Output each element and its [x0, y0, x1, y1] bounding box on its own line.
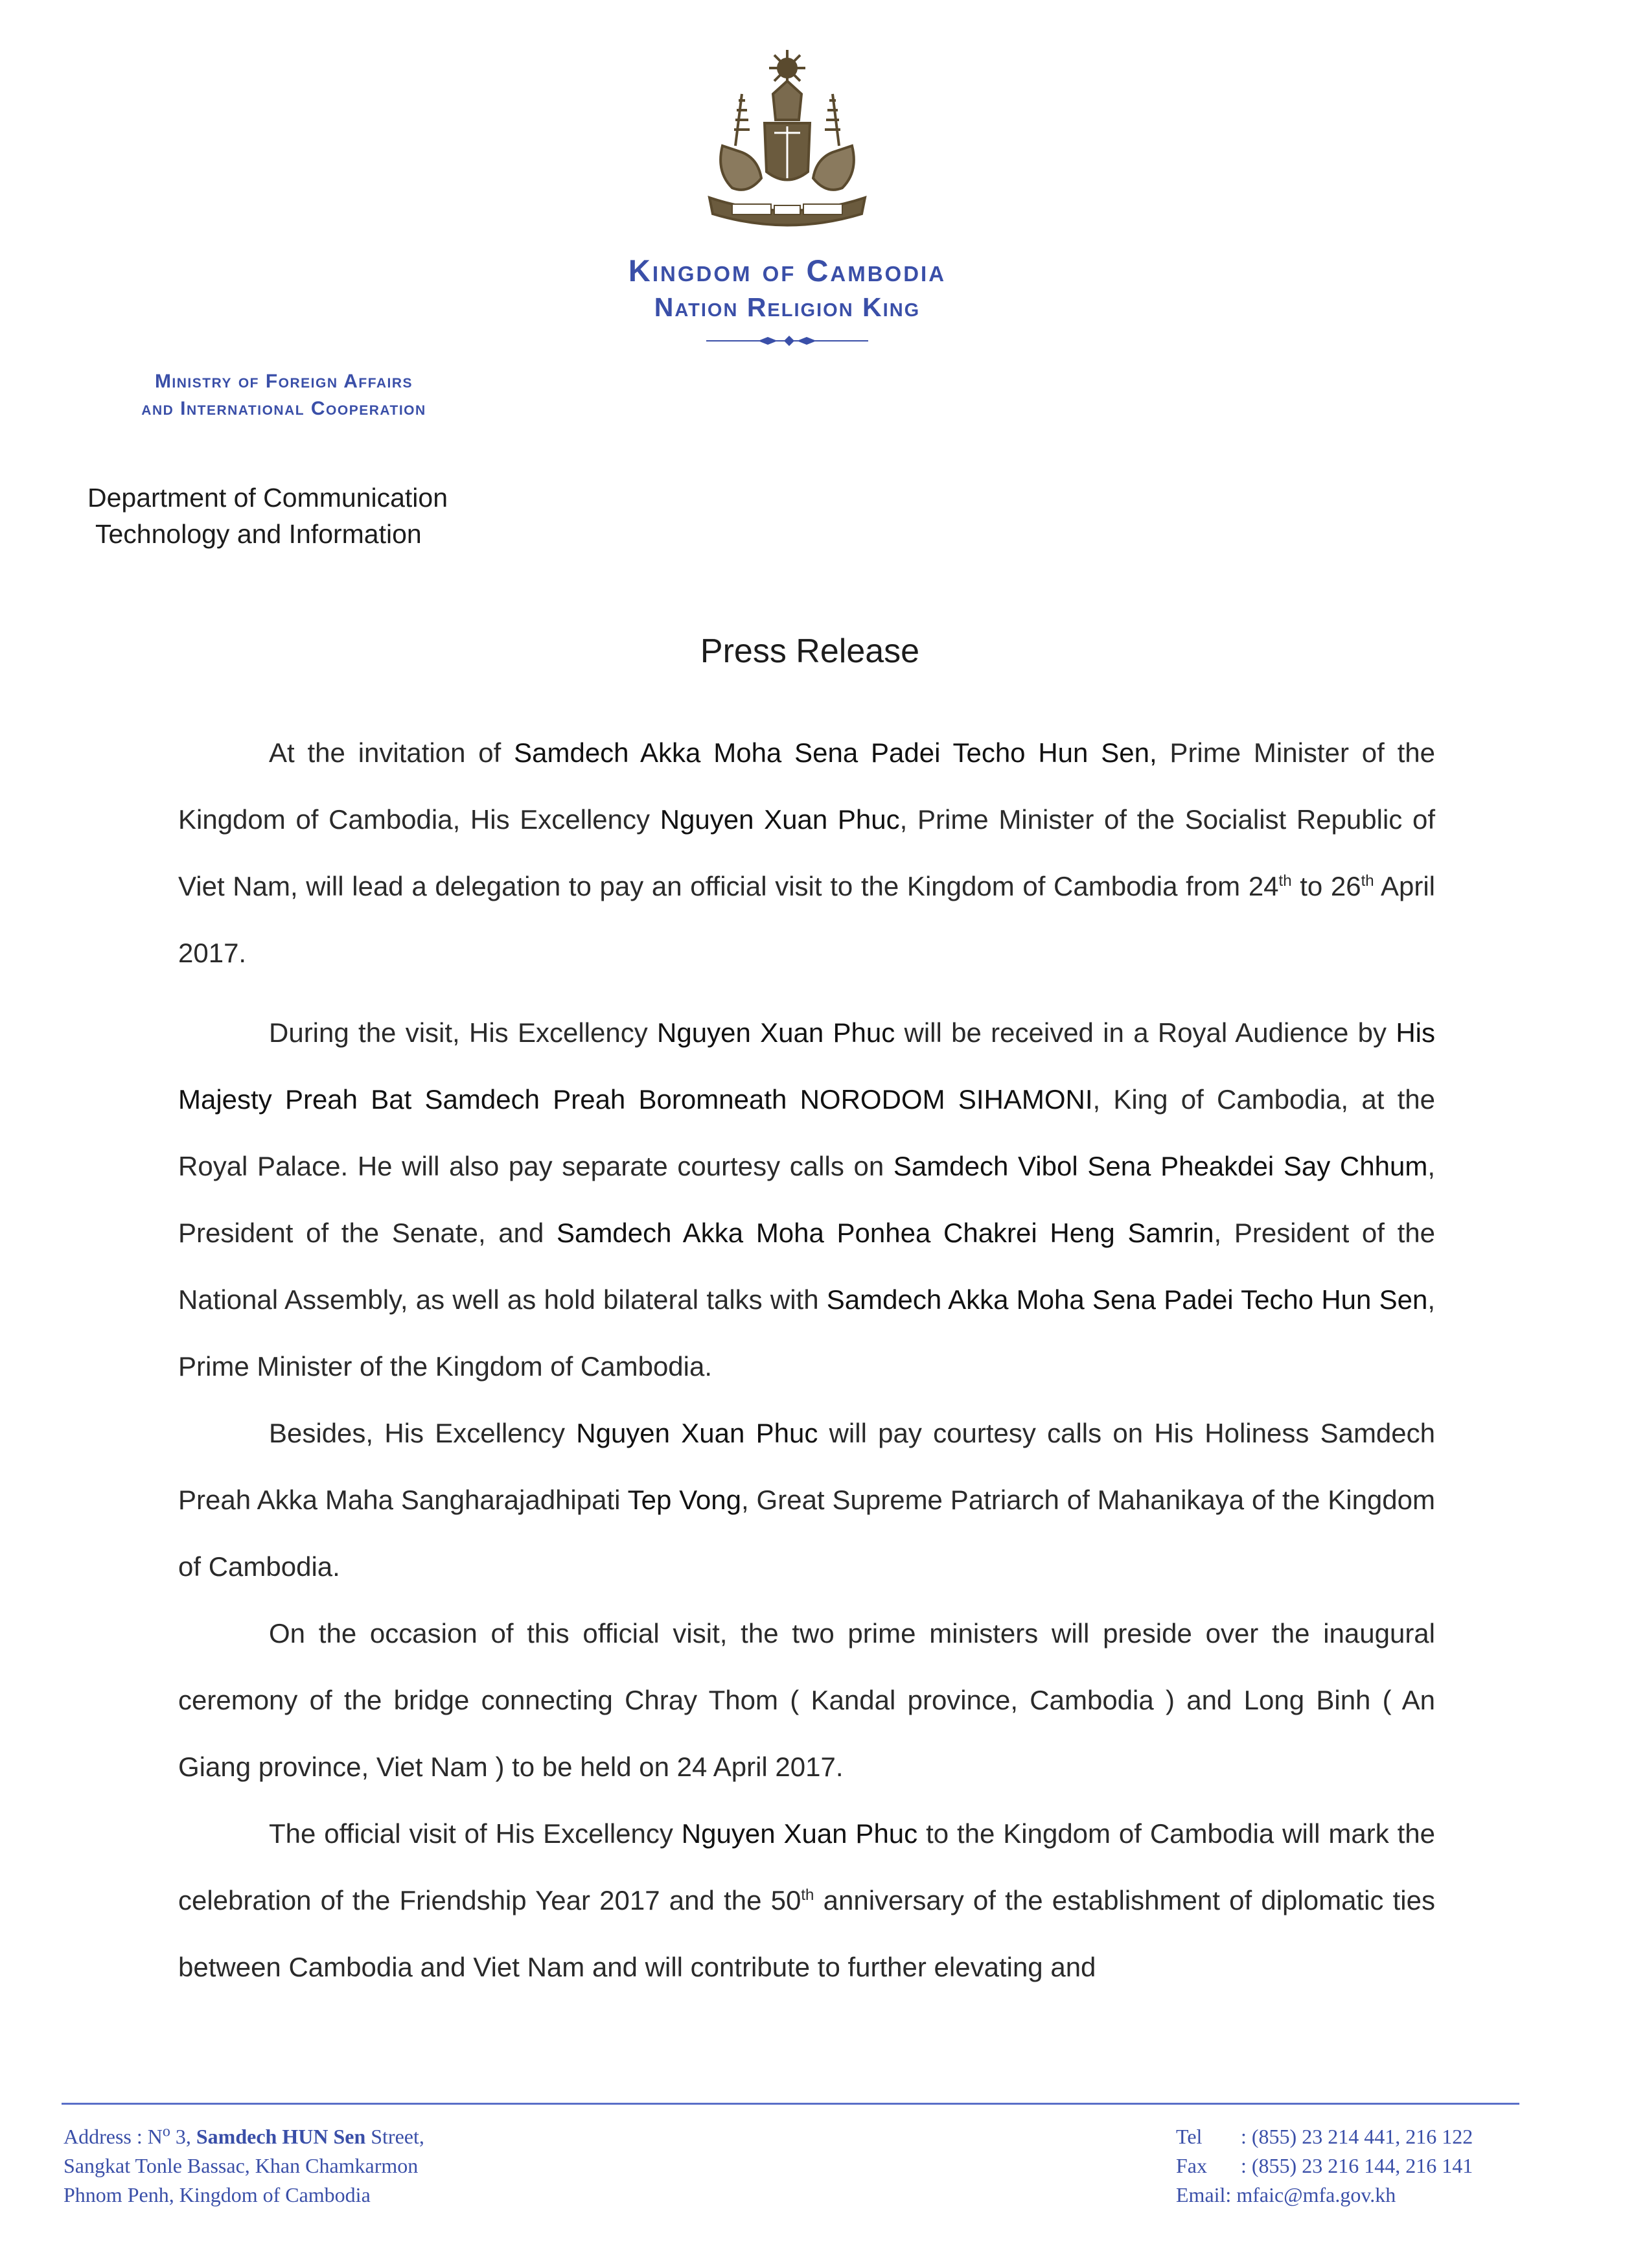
address-line-1: Address : $N^o$ 3, Samdech HUN Sen Street,	[63, 2123, 424, 2148]
footer-divider	[62, 2103, 1519, 2105]
department-name	[87, 480, 448, 552]
address-line-3: Phnom Penh, Kingdom of Cambodia	[63, 2183, 371, 2206]
ministry-name	[57, 368, 511, 422]
kingdom-heading	[518, 251, 1056, 324]
contact-tel: Tel : (855) 23 214 441, 216 122	[1176, 2125, 1473, 2148]
ministry-line-2: and International Cooperation	[141, 398, 426, 419]
ornament-divider	[706, 334, 868, 347]
email-link[interactable]: : mfaic@mfa.gov.kh	[1225, 2183, 1396, 2206]
contact-email: Email: mfaic@mfa.gov.kh	[1176, 2183, 1396, 2206]
paragraph-5: The official visit of His Excellency Nguyen Xuan Phuc to the Kingdom of Cambodia will mark the celebration of the Friendship Year 2017 and the 50th anniversary of the establishment of diplomatic ties between Cambodia and Viet Nam and will contribute to further elevating and	[178, 1818, 1436, 1982]
press-release-body	[178, 719, 1435, 2000]
national-motto: Nation Religion King	[654, 292, 921, 322]
contact-fax: Fax : (855) 23 216 144, 216 141	[1176, 2154, 1473, 2177]
paragraph-1: At the invitation of Samdech Akka Moha Sena Padei Techo Hun Sen, Prime Minister of the Kingdom of Cambodia, His Excellency Nguyen Xuan Phuc, Prime Minister of the Socialist Republic of Viet Nam, will lead a delegation to pay an official visit to the Kingdom of Cambodia from 24th to 26th April 2017.	[178, 737, 1435, 968]
footer-address	[63, 2122, 424, 2210]
paragraph-3: Besides, His Excellency Nguyen Xuan Phuc will pay courtesy calls on His Holiness Samdech Preah Akka Maha Sangharajadhipati Tep Vong, Great Supreme Patriarch of Mahanikaya of the Kingdom of Cambodia.	[178, 1418, 1436, 1582]
document-title: Press Release	[700, 632, 920, 670]
paragraph-4: On the occasion of this official visit, the two prime ministers will preside over the inaugural ceremony of the bridge connecting Chray Thom ( Kandal province, Cambodia ) and Long Binh ( An Giang province, Viet Nam ) to be held on 24 April 2017.	[178, 1618, 1435, 1782]
footer-contact	[1176, 2122, 1473, 2210]
paragraph-2: During the visit, His Excellency Nguyen Xuan Phuc will be received in a Royal Audience by His Majesty Preah Bat Samdech Preah Boromneath NORODOM SIHAMONI, King of Cambodia, at the Royal Palace. He will also pay separate courtesy calls on Samdech Vibol Sena Pheakdei Say Chhum, President of the Senate, and Samdech Akka Moha Ponhea Chakrei Heng Samrin, President of the National Assembly, as well as hold bilateral talks with Samdech Akka Moha Sena Padei Techo Hun Sen, Prime Minister of the Kingdom of Cambodia.	[178, 1017, 1436, 1382]
ministry-line-1: Ministry of Foreign Affairs	[154, 371, 413, 392]
department-line-1: Department of Communication	[87, 483, 448, 513]
royal-coat-of-arms-emblem	[697, 49, 878, 233]
address-line-2: Sangkat Tonle Bassac, Khan Chamkarmon	[63, 2154, 419, 2177]
country-name: Kingdom of Cambodia	[628, 253, 947, 288]
department-line-2: Technology and Information	[95, 519, 422, 549]
